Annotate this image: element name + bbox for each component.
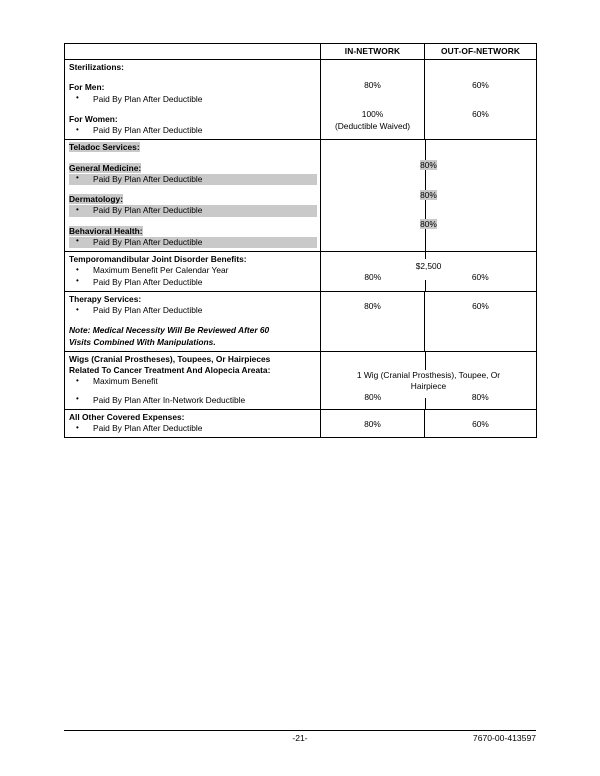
spacer bbox=[321, 354, 536, 363]
wigs-paid-item: • Paid By Plan After In-Network Deductible bbox=[69, 395, 317, 406]
spacer bbox=[321, 363, 536, 370]
spacer bbox=[425, 71, 536, 80]
tmj-paid-in-network-value: 80% bbox=[364, 272, 382, 283]
table-row-therapy bbox=[65, 291, 537, 351]
spacer bbox=[425, 412, 536, 419]
wigs-heading-line2: Related To Cancer Treatment And Alopecia Areata: bbox=[69, 365, 271, 375]
spacer bbox=[321, 142, 536, 151]
therapy-paid-item: • Paid By Plan After Deductible bbox=[69, 305, 317, 316]
table-header-row bbox=[65, 44, 537, 60]
spacer bbox=[69, 388, 317, 395]
wigs-max-benefit-value-line1: 1 Wig (Cranial Prosthesis), Toupee, Or bbox=[356, 369, 501, 380]
for-women-item: • Paid By Plan After Deductible bbox=[69, 125, 317, 136]
table-row-wigs bbox=[65, 351, 537, 409]
spacer bbox=[425, 62, 536, 71]
spacer bbox=[69, 154, 317, 163]
all-other-heading: All Other Covered Expenses: bbox=[69, 411, 185, 422]
cell-all-other-description bbox=[65, 409, 321, 438]
for-men-out-of-network-value: 60% bbox=[472, 80, 489, 90]
cell-sterilizations-out-of-network bbox=[425, 60, 537, 140]
spacer bbox=[69, 185, 317, 194]
spacer bbox=[69, 105, 317, 114]
tmj-heading: Temporomandibular Joint Disorder Benefits: bbox=[69, 254, 247, 264]
spacer bbox=[321, 71, 424, 80]
header-cell-description bbox=[65, 44, 321, 60]
dermatology-heading: Dermatology: bbox=[69, 194, 123, 204]
all-other-paid-in-network-value: 80% bbox=[364, 418, 381, 429]
cell-tmj-description bbox=[65, 252, 321, 292]
general-medicine-heading: General Medicine: bbox=[69, 162, 142, 173]
teladoc-heading: Teladoc Services: bbox=[69, 142, 140, 153]
behavioral-health-heading: Behavioral Health: bbox=[69, 225, 143, 236]
benefit-schedule-table bbox=[64, 43, 537, 438]
tmj-paid-item: • Paid By Plan After Deductible bbox=[69, 277, 317, 288]
form-code: 7670-00-413597 bbox=[472, 733, 536, 743]
spacer bbox=[321, 91, 424, 100]
spacer bbox=[321, 181, 536, 190]
therapy-note-line1: Note: Medical Necessity Will Be Reviewed After 60 bbox=[69, 325, 270, 336]
cell-sterilizations-in-network bbox=[321, 60, 425, 140]
all-other-paid-out-of-network-value: 60% bbox=[472, 418, 489, 429]
for-women-in-network-value: 100% bbox=[361, 109, 384, 120]
for-women-in-network-note: (Deductible Waived) bbox=[334, 120, 411, 131]
cell-all-other-out-of-network bbox=[425, 409, 537, 438]
cell-teladoc-values bbox=[321, 140, 537, 252]
table-row-teladoc bbox=[65, 140, 537, 252]
tmj-paid-values bbox=[321, 272, 536, 283]
spacer bbox=[321, 172, 536, 181]
for-men-heading: For Men: bbox=[69, 82, 105, 93]
wigs-paid-in-network-value: 80% bbox=[364, 392, 382, 403]
spacer bbox=[321, 294, 424, 301]
dermatology-value: 80% bbox=[420, 189, 437, 200]
behavioral-health-value: 80% bbox=[420, 218, 437, 229]
for-women-heading: For Women: bbox=[69, 113, 118, 124]
tmj-paid-out-of-network-value: 60% bbox=[471, 272, 489, 283]
table-row-sterilizations bbox=[65, 60, 537, 140]
cell-tmj-values bbox=[321, 252, 537, 292]
wigs-max-benefit-value-line2: Hairpiece bbox=[410, 381, 447, 391]
spacer bbox=[69, 316, 317, 325]
spacer bbox=[321, 254, 536, 261]
for-women-out-of-network-value: 60% bbox=[472, 109, 489, 120]
wigs-heading-line1: Wigs (Cranial Prostheses), Toupees, Or Hairpieces bbox=[69, 353, 271, 364]
all-other-paid-item: • Paid By Plan After Deductible bbox=[69, 423, 317, 434]
cell-wigs-description bbox=[65, 351, 321, 409]
spacer bbox=[321, 62, 424, 71]
spacer bbox=[321, 210, 536, 219]
cell-all-other-in-network bbox=[321, 409, 425, 438]
cell-therapy-out-of-network bbox=[425, 291, 537, 351]
tmj-max-benefit-item: • Maximum Benefit Per Calendar Year bbox=[69, 265, 317, 276]
wigs-paid-values bbox=[321, 392, 536, 403]
cell-sterilizations-description bbox=[65, 60, 321, 140]
spacer bbox=[321, 201, 536, 210]
wigs-paid-out-of-network-value: 80% bbox=[471, 392, 489, 403]
spacer bbox=[321, 412, 424, 419]
cell-teladoc-description bbox=[65, 140, 321, 252]
for-men-item: • Paid By Plan After Deductible bbox=[69, 94, 317, 105]
dermatology-item: • Paid By Plan After Deductible bbox=[69, 205, 317, 216]
therapy-note-line2: Visits Combined With Manipulations. bbox=[69, 336, 216, 347]
for-men-in-network-value: 80% bbox=[364, 80, 381, 90]
spacer bbox=[321, 151, 536, 160]
therapy-heading: Therapy Services: bbox=[69, 293, 142, 304]
cell-wigs-values bbox=[321, 351, 537, 409]
spacer bbox=[69, 73, 317, 82]
spacer bbox=[425, 294, 536, 301]
tmj-max-benefit-value: $2,500 bbox=[415, 261, 442, 271]
spacer bbox=[425, 91, 536, 100]
table-row-all-other bbox=[65, 409, 537, 438]
header-cell-in-network: IN-NETWORK bbox=[321, 44, 425, 60]
spacer bbox=[69, 217, 317, 226]
cell-therapy-description bbox=[65, 291, 321, 351]
general-medicine-item: • Paid By Plan After Deductible bbox=[69, 174, 317, 185]
spacer bbox=[425, 100, 536, 109]
table-row-tmj bbox=[65, 252, 537, 292]
therapy-paid-in-network-value: 80% bbox=[364, 300, 381, 311]
wigs-max-benefit-item: • Maximum Benefit bbox=[69, 376, 317, 387]
header-cell-out-of-network: OUT-OF-NETWORK bbox=[425, 44, 537, 60]
therapy-paid-out-of-network-value: 60% bbox=[472, 300, 489, 311]
spacer bbox=[321, 100, 424, 109]
behavioral-health-item: • Paid By Plan After Deductible bbox=[69, 237, 317, 248]
cell-therapy-in-network bbox=[321, 291, 425, 351]
sterilizations-heading: Sterilizations: bbox=[69, 62, 124, 72]
page-number: -21- bbox=[292, 733, 308, 743]
general-medicine-value: 80% bbox=[420, 160, 437, 171]
footer-divider bbox=[64, 730, 536, 731]
